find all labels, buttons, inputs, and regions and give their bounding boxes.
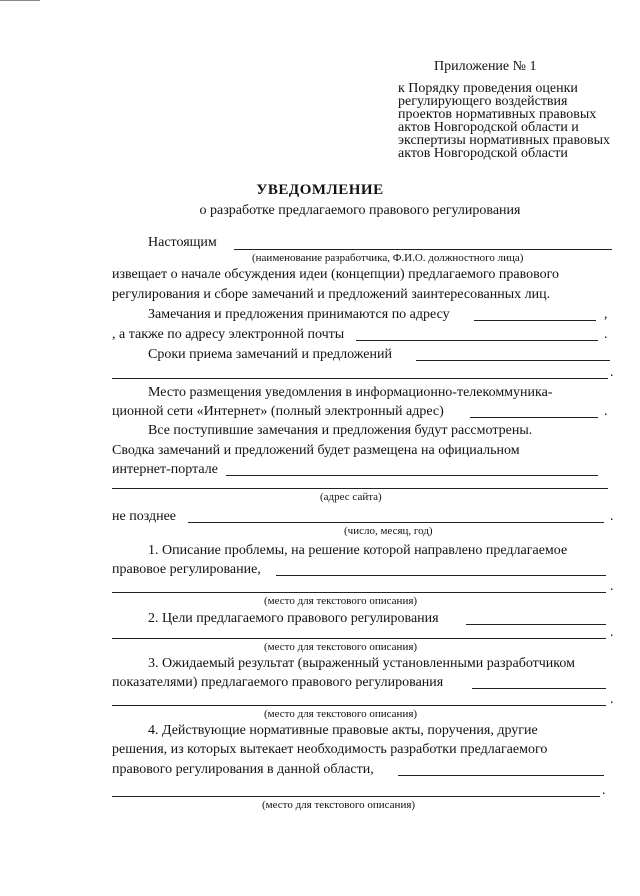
item4-line-2: решения, из которых вытекает необходимость разработки предлагаемого xyxy=(112,742,548,757)
email-period: . xyxy=(604,327,608,342)
email-blank-line xyxy=(356,340,598,341)
hereby-label: Настоящим xyxy=(148,235,217,250)
item4-period: . xyxy=(602,783,606,798)
header-line-3: проектов нормативных правовых xyxy=(398,107,597,122)
notify-line-2: регулирования и сборе замечаний и предложений заинтересованных лиц. xyxy=(112,287,551,302)
item1-line-2: правовое регулирование, xyxy=(112,562,261,577)
header-line-4: актов Новгородской области и xyxy=(398,120,579,135)
developer-caption: (наименование разработчика, Ф.И.О. должностного лица) xyxy=(252,252,524,264)
review-line-2: Сводка замечаний и предложений будет размещена на официальном xyxy=(112,443,520,458)
header-line-5: экспертизы нормативных правовых xyxy=(398,133,610,148)
developer-blank-line xyxy=(234,249,612,250)
item3-description-line xyxy=(112,705,606,706)
header-line-2: регулирующего воздействия xyxy=(398,94,568,109)
document-title: УВЕДОМЛЕНИЕ xyxy=(256,182,384,198)
address-comma: , xyxy=(604,307,608,322)
address-line-1: Замечания и предложения принимаются по адресу xyxy=(148,307,450,322)
deadline-blank-line xyxy=(416,360,610,361)
address-line-2: , а также по адресу электронной почты xyxy=(112,327,345,342)
item3-period: . xyxy=(610,692,614,707)
deadline-period: . xyxy=(610,365,614,380)
item2-period: . xyxy=(610,625,614,640)
date-blank-line xyxy=(188,522,604,523)
scan-edge-mark xyxy=(0,0,40,1)
portal-blank-line xyxy=(226,475,598,476)
item1-line-1: 1. Описание проблемы, на решение которой направлено предлагаемое xyxy=(148,543,568,558)
document-subtitle: о разработке предлагаемого правового регулирования xyxy=(199,203,521,218)
item3-line-2: показателями) предлагаемого правового регулирования xyxy=(112,675,444,690)
review-line-1: Все поступившие замечания и предложения будут рассмотрены. xyxy=(148,423,533,438)
header-line-1: к Порядку проведения оценки xyxy=(398,81,578,96)
item3-caption: (место для текстового описания) xyxy=(264,708,418,720)
item2-blank-line xyxy=(466,624,606,625)
item1-period: . xyxy=(610,579,614,594)
notify-line-1: извещает о начале обсуждения идеи (концепции) предлагаемого правового xyxy=(112,267,560,282)
site-caption: (адрес сайта) xyxy=(320,491,382,503)
date-period: . xyxy=(610,509,614,524)
date-caption: (число, месяц, год) xyxy=(344,525,433,537)
site-blank-line xyxy=(112,488,608,489)
placement-period: . xyxy=(604,404,608,419)
item4-blank-line xyxy=(398,775,604,776)
item3-blank-line xyxy=(472,688,606,689)
item2-description-line xyxy=(112,638,606,639)
placement-blank-line xyxy=(470,417,598,418)
review-line-3: интернет-портале xyxy=(112,462,218,477)
item4-description-line xyxy=(112,796,600,797)
placement-line-2: ционной сети «Интернет» (полный электронный адрес) xyxy=(112,404,444,419)
item1-caption: (место для текстового описания) xyxy=(264,595,418,607)
header-line-6: актов Новгородской области xyxy=(398,146,568,161)
placement-line-1: Место размещения уведомления в информационно-телекоммуника- xyxy=(148,385,553,400)
deadline-blank-line-2 xyxy=(112,378,608,379)
not-later-label: не позднее xyxy=(112,509,177,524)
item1-blank-line xyxy=(276,575,606,576)
item3-line-1: 3. Ожидаемый результат (выраженный установленными разработчиком xyxy=(148,656,575,671)
address-blank-line xyxy=(474,320,596,321)
deadline-label: Сроки приема замечаний и предложений xyxy=(148,347,392,362)
appendix-number: Приложение № 1 xyxy=(434,59,537,74)
item2-line: 2. Цели предлагаемого правового регулирования xyxy=(148,611,439,626)
item4-caption: (место для текстового описания) xyxy=(262,799,416,811)
item4-line-3: правового регулирования в данной области, xyxy=(112,762,374,777)
item4-line-1: 4. Действующие нормативные правовые акты, поручения, другие xyxy=(148,723,538,738)
item2-caption: (место для текстового описания) xyxy=(264,641,418,653)
item1-description-line xyxy=(112,592,606,593)
